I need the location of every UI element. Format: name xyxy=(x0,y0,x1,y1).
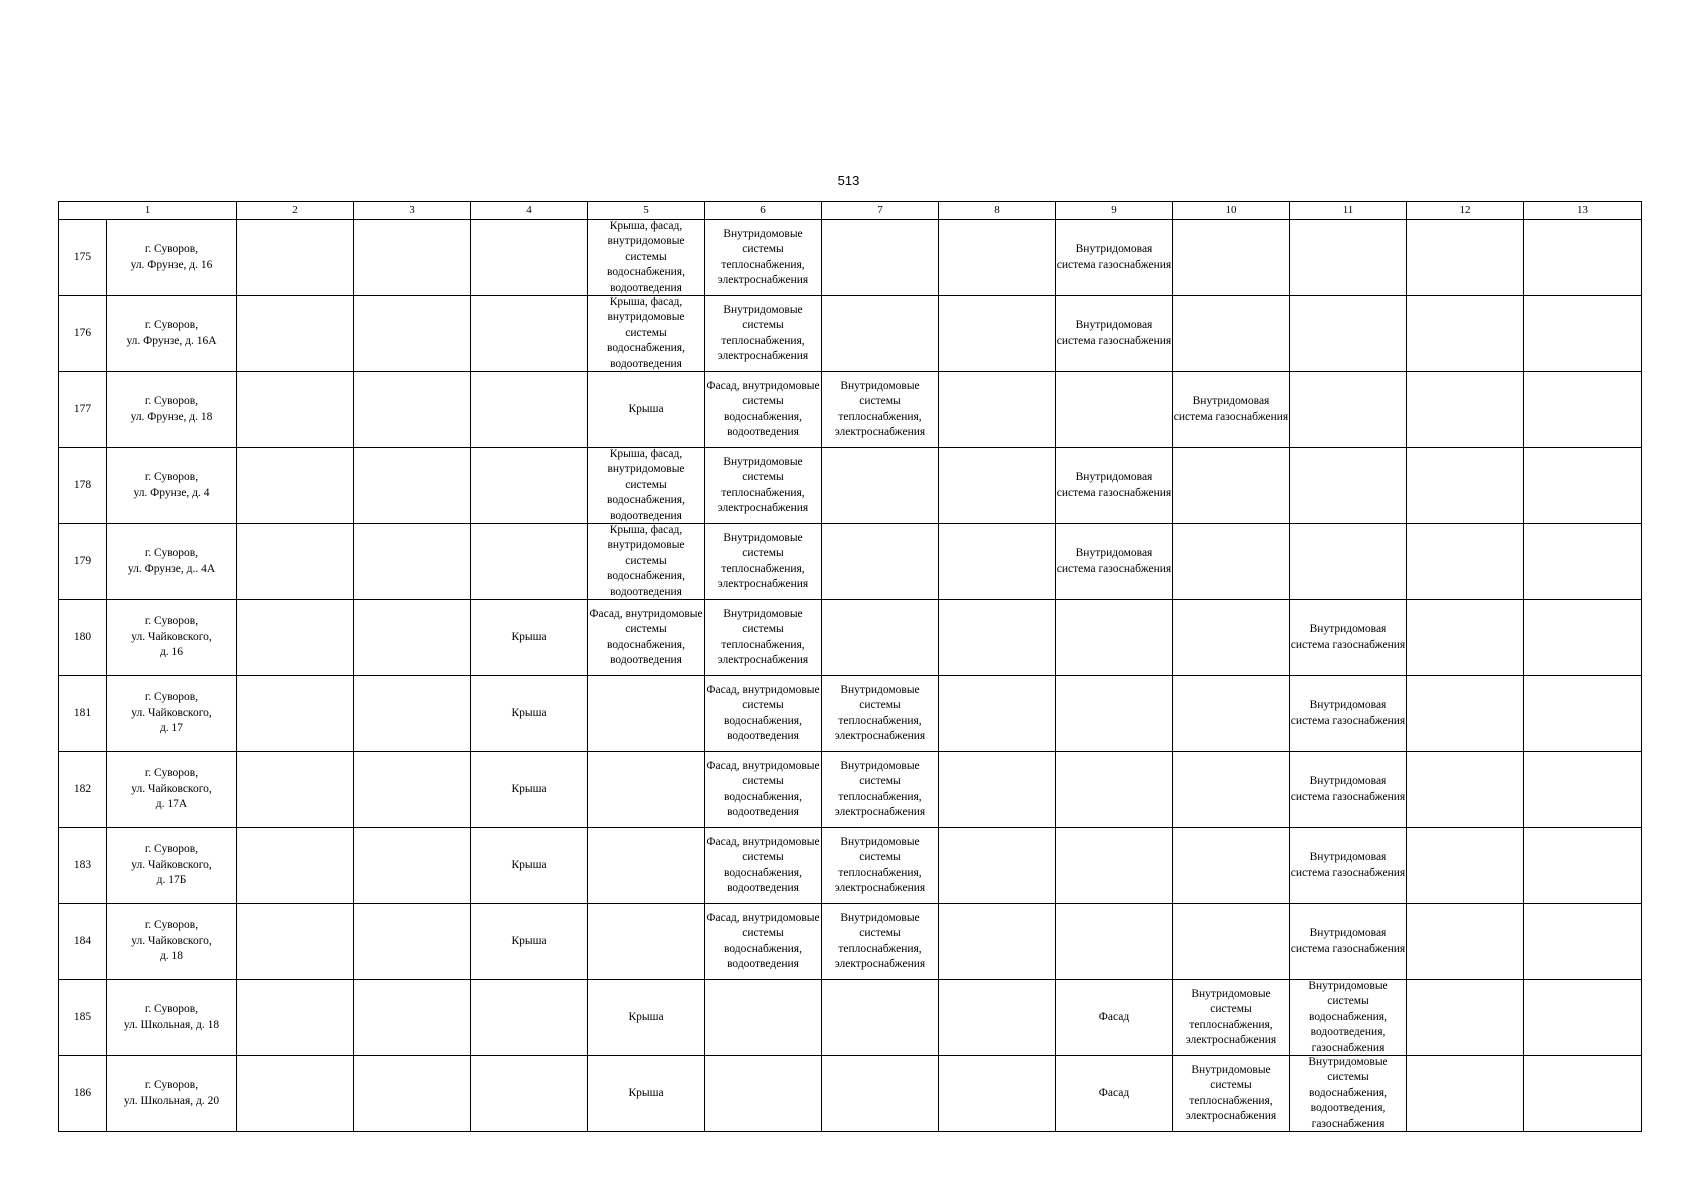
row-number-text: 175 xyxy=(73,250,92,263)
address-cell xyxy=(107,828,237,904)
col-5-text: Крыша, фасад, внутридомовые системы водоснабжения, водоотведения xyxy=(607,448,685,522)
col-5-text: Крыша, фасад, внутридомовые системы водоснабжения, водоотведения xyxy=(607,220,685,294)
col-12-cell xyxy=(1407,904,1524,980)
col-5-cell xyxy=(588,904,705,980)
col-4-cell xyxy=(471,752,588,828)
col-9-cell xyxy=(1056,676,1173,752)
col-6-cell xyxy=(705,220,822,296)
row-number-text: 186 xyxy=(73,1086,92,1099)
col-11-cell xyxy=(1290,676,1407,752)
header-col-6: 6 xyxy=(705,202,822,220)
col-13-cell xyxy=(1524,600,1642,676)
address-text: г. Суворов, ул. Фрунзе, д.. 4А xyxy=(127,547,216,575)
row-number-text: 178 xyxy=(73,478,92,491)
address-text: г. Суворов, ул. Фрунзе, д. 16 xyxy=(130,243,213,271)
col-11-cell xyxy=(1290,904,1407,980)
col-7-text: Внутридомовые системы теплоснабжения, электроснабжения xyxy=(834,759,926,818)
row-number-text: 179 xyxy=(73,554,92,567)
col-7-cell xyxy=(822,220,939,296)
col-8-cell xyxy=(939,904,1056,980)
col-2-cell xyxy=(237,372,354,448)
col-2-cell xyxy=(237,904,354,980)
address-cell xyxy=(107,676,237,752)
col-6-text: Фасад, внутридомовые системы водоснабжения, водоотведения xyxy=(706,911,820,970)
table-row xyxy=(59,448,1642,524)
col-11-cell xyxy=(1290,600,1407,676)
col-6-cell xyxy=(705,524,822,600)
table-row xyxy=(59,600,1642,676)
address-cell xyxy=(107,904,237,980)
col-7-cell xyxy=(822,980,939,1056)
col-11-text: Внутридомовые системы водоснабжения, водоотведения, газоснабжения xyxy=(1308,980,1388,1054)
col-7-cell xyxy=(822,600,939,676)
col-8-cell xyxy=(939,220,1056,296)
header-col-4: 4 xyxy=(471,202,588,220)
col-6-text: Внутридомовые системы теплоснабжения, электроснабжения xyxy=(717,607,809,666)
header-col-5: 5 xyxy=(588,202,705,220)
col-4-cell xyxy=(471,828,588,904)
col-7-text: Внутридомовые системы теплоснабжения, электроснабжения xyxy=(834,683,926,742)
table-row xyxy=(59,904,1642,980)
table-body xyxy=(59,220,1642,1132)
col-10-cell xyxy=(1173,828,1290,904)
row-number-cell xyxy=(59,448,107,524)
col-10-text: Внутридомовая система газоснабжения xyxy=(1173,395,1289,423)
col-3-cell xyxy=(354,828,471,904)
address-text: г. Суворов, ул. Чайковского, д. 17 xyxy=(131,691,212,735)
col-6-cell xyxy=(705,296,822,372)
row-number-cell xyxy=(59,220,107,296)
col-11-cell xyxy=(1290,296,1407,372)
col-2-cell xyxy=(237,980,354,1056)
col-8-cell xyxy=(939,524,1056,600)
col-8-cell xyxy=(939,600,1056,676)
row-number-cell xyxy=(59,752,107,828)
col-6-cell xyxy=(705,828,822,904)
col-11-text: Внутридомовые системы водоснабжения, водоотведения, газоснабжения xyxy=(1308,1056,1388,1130)
col-5-cell xyxy=(588,828,705,904)
col-2-cell xyxy=(237,828,354,904)
col-11-cell xyxy=(1290,220,1407,296)
page-number: 513 xyxy=(837,173,860,188)
col-13-cell xyxy=(1524,296,1642,372)
address-cell xyxy=(107,448,237,524)
col-9-text: Внутридомовая система газоснабжения xyxy=(1056,319,1172,347)
col-11-cell xyxy=(1290,524,1407,600)
col-9-text: Внутридомовая система газоснабжения xyxy=(1056,471,1172,499)
header-row xyxy=(59,202,1642,220)
col-9-cell xyxy=(1056,600,1173,676)
col-9-cell xyxy=(1056,220,1173,296)
col-6-text: Фасад, внутридомовые системы водоснабжения, водоотведения xyxy=(706,759,820,818)
col-6-cell xyxy=(705,676,822,752)
col-9-text: Внутридомовая система газоснабжения xyxy=(1056,243,1172,271)
col-6-text: Внутридомовые системы теплоснабжения, электроснабжения xyxy=(717,531,809,590)
row-number-text: 185 xyxy=(73,1010,92,1023)
table-row xyxy=(59,296,1642,372)
col-7-cell xyxy=(822,296,939,372)
col-9-cell xyxy=(1056,448,1173,524)
col-9-cell xyxy=(1056,828,1173,904)
col-2-cell xyxy=(237,752,354,828)
table-row xyxy=(59,828,1642,904)
col-4-text: Крыша xyxy=(511,706,547,719)
col-11-cell xyxy=(1290,980,1407,1056)
col-12-cell xyxy=(1407,600,1524,676)
col-11-text: Внутридомовая система газоснабжения xyxy=(1290,851,1406,879)
col-13-cell xyxy=(1524,1056,1642,1132)
col-9-cell xyxy=(1056,1056,1173,1132)
address-text: г. Суворов, ул. Чайковского, д. 18 xyxy=(131,919,212,963)
col-6-cell xyxy=(705,1056,822,1132)
col-5-cell xyxy=(588,752,705,828)
col-8-cell xyxy=(939,296,1056,372)
col-8-cell xyxy=(939,752,1056,828)
row-number-cell xyxy=(59,524,107,600)
header-col-9: 9 xyxy=(1056,202,1173,220)
col-7-cell xyxy=(822,676,939,752)
col-5-cell xyxy=(588,372,705,448)
col-6-cell xyxy=(705,448,822,524)
row-number-text: 181 xyxy=(73,706,92,719)
table-row xyxy=(59,1056,1642,1132)
col-3-cell xyxy=(354,676,471,752)
col-11-text: Внутридомовая система газоснабжения xyxy=(1290,623,1406,651)
col-6-cell xyxy=(705,600,822,676)
col-3-cell xyxy=(354,980,471,1056)
col-9-cell xyxy=(1056,752,1173,828)
col-2-cell xyxy=(237,1056,354,1132)
col-9-cell xyxy=(1056,904,1173,980)
col-9-cell xyxy=(1056,524,1173,600)
col-7-cell xyxy=(822,1056,939,1132)
col-5-text: Крыша, фасад, внутридомовые системы водоснабжения, водоотведения xyxy=(607,524,685,598)
row-number-cell xyxy=(59,1056,107,1132)
col-5-cell xyxy=(588,296,705,372)
col-6-text: Фасад, внутридомовые системы водоснабжения, водоотведения xyxy=(706,683,820,742)
address-text: г. Суворов, ул. Школьная, д. 18 xyxy=(123,1003,220,1031)
row-number-text: 180 xyxy=(73,630,92,643)
row-number-cell xyxy=(59,904,107,980)
col-13-cell xyxy=(1524,828,1642,904)
address-cell xyxy=(107,1056,237,1132)
col-6-cell xyxy=(705,980,822,1056)
col-13-cell xyxy=(1524,676,1642,752)
col-3-cell xyxy=(354,372,471,448)
col-7-cell xyxy=(822,524,939,600)
header-col-11: 11 xyxy=(1290,202,1407,220)
col-13-cell xyxy=(1524,980,1642,1056)
header-col-3: 3 xyxy=(354,202,471,220)
row-number-cell xyxy=(59,372,107,448)
col-4-cell xyxy=(471,524,588,600)
col-3-cell xyxy=(354,600,471,676)
col-5-cell xyxy=(588,980,705,1056)
col-5-cell xyxy=(588,676,705,752)
works-schedule-table xyxy=(58,201,1642,1132)
col-7-text: Внутридомовые системы теплоснабжения, электроснабжения xyxy=(834,911,926,970)
col-8-cell xyxy=(939,1056,1056,1132)
col-2-cell xyxy=(237,448,354,524)
header-col-2: 2 xyxy=(237,202,354,220)
address-text: г. Суворов, ул. Фрунзе, д. 16А xyxy=(126,319,217,347)
col-6-cell xyxy=(705,752,822,828)
col-5-cell xyxy=(588,448,705,524)
row-number-cell xyxy=(59,600,107,676)
col-4-cell xyxy=(471,1056,588,1132)
col-12-cell xyxy=(1407,296,1524,372)
col-12-cell xyxy=(1407,676,1524,752)
header-col-10: 10 xyxy=(1173,202,1290,220)
col-12-cell xyxy=(1407,752,1524,828)
col-7-text: Внутридомовые системы теплоснабжения, электроснабжения xyxy=(834,835,926,894)
col-4-cell xyxy=(471,904,588,980)
col-12-cell xyxy=(1407,1056,1524,1132)
col-11-cell xyxy=(1290,1056,1407,1132)
col-2-cell xyxy=(237,296,354,372)
address-text: г. Суворов, ул. Чайковского, д. 17А xyxy=(131,767,212,811)
col-7-text: Внутридомовые системы теплоснабжения, электроснабжения xyxy=(834,379,926,438)
col-6-text: Фасад, внутридомовые системы водоснабжения, водоотведения xyxy=(706,835,820,894)
col-13-cell xyxy=(1524,220,1642,296)
col-3-cell xyxy=(354,220,471,296)
col-12-cell xyxy=(1407,828,1524,904)
col-11-text: Внутридомовая система газоснабжения xyxy=(1290,699,1406,727)
col-3-cell xyxy=(354,448,471,524)
col-6-cell xyxy=(705,372,822,448)
col-13-cell xyxy=(1524,752,1642,828)
address-cell xyxy=(107,980,237,1056)
address-cell xyxy=(107,600,237,676)
col-2-cell xyxy=(237,524,354,600)
col-5-text: Крыша xyxy=(628,1010,664,1023)
col-7-cell xyxy=(822,372,939,448)
row-number-text: 183 xyxy=(73,858,92,871)
col-4-text: Крыша xyxy=(511,934,547,947)
address-cell xyxy=(107,524,237,600)
header-col-8: 8 xyxy=(939,202,1056,220)
col-10-cell xyxy=(1173,980,1290,1056)
col-12-cell xyxy=(1407,980,1524,1056)
col-7-cell xyxy=(822,828,939,904)
col-12-cell xyxy=(1407,372,1524,448)
row-number-cell xyxy=(59,676,107,752)
col-8-cell xyxy=(939,372,1056,448)
col-4-cell xyxy=(471,600,588,676)
col-3-cell xyxy=(354,524,471,600)
col-5-text: Крыша xyxy=(628,402,664,415)
col-9-text: Фасад xyxy=(1098,1010,1130,1023)
address-cell xyxy=(107,220,237,296)
col-7-cell xyxy=(822,448,939,524)
col-4-text: Крыша xyxy=(511,858,547,871)
col-3-cell xyxy=(354,752,471,828)
col-10-cell xyxy=(1173,220,1290,296)
table-header xyxy=(59,202,1642,220)
col-6-text: Фасад, внутридомовые системы водоснабжения, водоотведения xyxy=(706,379,820,438)
col-8-cell xyxy=(939,980,1056,1056)
col-9-text: Внутридомовая система газоснабжения xyxy=(1056,547,1172,575)
col-13-cell xyxy=(1524,904,1642,980)
col-6-cell xyxy=(705,904,822,980)
row-number-text: 176 xyxy=(73,326,92,339)
address-text: г. Суворов, ул. Фрунзе, д. 4 xyxy=(133,471,210,499)
col-11-text: Внутридомовая система газоснабжения xyxy=(1290,927,1406,955)
header-col-12: 12 xyxy=(1407,202,1524,220)
col-9-cell xyxy=(1056,372,1173,448)
col-5-text: Крыша, фасад, внутридомовые системы водоснабжения, водоотведения xyxy=(607,296,685,370)
table-row xyxy=(59,980,1642,1056)
col-10-text: Внутридомовые системы теплоснабжения, электроснабжения xyxy=(1185,987,1277,1046)
row-number-text: 182 xyxy=(73,782,92,795)
address-text: г. Суворов, ул. Школьная, д. 20 xyxy=(123,1079,220,1107)
col-4-cell xyxy=(471,448,588,524)
col-10-cell xyxy=(1173,372,1290,448)
col-6-text: Внутридомовые системы теплоснабжения, электроснабжения xyxy=(717,227,809,286)
table-row xyxy=(59,524,1642,600)
col-8-cell xyxy=(939,676,1056,752)
col-5-cell xyxy=(588,524,705,600)
col-8-cell xyxy=(939,828,1056,904)
col-4-cell xyxy=(471,676,588,752)
address-cell xyxy=(107,372,237,448)
col-12-cell xyxy=(1407,524,1524,600)
address-text: г. Суворов, ул. Чайковского, д. 17Б xyxy=(131,843,212,887)
col-10-cell xyxy=(1173,524,1290,600)
header-col-13: 13 xyxy=(1524,202,1642,220)
col-5-cell xyxy=(588,1056,705,1132)
table-row xyxy=(59,676,1642,752)
col-9-text: Фасад xyxy=(1098,1086,1130,1099)
col-12-cell xyxy=(1407,220,1524,296)
col-12-cell xyxy=(1407,448,1524,524)
row-number-cell xyxy=(59,828,107,904)
col-13-cell xyxy=(1524,448,1642,524)
col-11-cell xyxy=(1290,448,1407,524)
table-row xyxy=(59,752,1642,828)
row-number-cell xyxy=(59,296,107,372)
table-row xyxy=(59,220,1642,296)
col-9-cell xyxy=(1056,296,1173,372)
col-5-text: Крыша xyxy=(628,1086,664,1099)
col-4-cell xyxy=(471,372,588,448)
col-13-cell xyxy=(1524,372,1642,448)
row-number-text: 184 xyxy=(73,934,92,947)
col-10-cell xyxy=(1173,904,1290,980)
col-2-cell xyxy=(237,600,354,676)
col-11-cell xyxy=(1290,372,1407,448)
col-6-text: Внутридомовые системы теплоснабжения, электроснабжения xyxy=(717,303,809,362)
col-7-cell xyxy=(822,904,939,980)
col-10-cell xyxy=(1173,296,1290,372)
col-10-cell xyxy=(1173,752,1290,828)
col-10-cell xyxy=(1173,448,1290,524)
col-5-text: Фасад, внутридомовые системы водоснабжения, водоотведения xyxy=(589,607,703,666)
col-5-cell xyxy=(588,220,705,296)
col-11-text: Внутридомовая система газоснабжения xyxy=(1290,775,1406,803)
col-10-cell xyxy=(1173,676,1290,752)
address-cell xyxy=(107,752,237,828)
col-4-text: Крыша xyxy=(511,782,547,795)
header-col-1: 1 xyxy=(59,202,237,220)
col-4-text: Крыша xyxy=(511,630,547,643)
row-number-text: 177 xyxy=(73,402,92,415)
col-2-cell xyxy=(237,220,354,296)
table-row xyxy=(59,372,1642,448)
col-10-cell xyxy=(1173,1056,1290,1132)
address-text: г. Суворов, ул. Чайковского, д. 16 xyxy=(131,615,212,659)
col-4-cell xyxy=(471,296,588,372)
col-7-cell xyxy=(822,752,939,828)
row-number-cell xyxy=(59,980,107,1056)
col-10-text: Внутридомовые системы теплоснабжения, электроснабжения xyxy=(1185,1063,1277,1122)
address-cell xyxy=(107,296,237,372)
col-4-cell xyxy=(471,980,588,1056)
col-5-cell xyxy=(588,600,705,676)
col-11-cell xyxy=(1290,828,1407,904)
header-col-7: 7 xyxy=(822,202,939,220)
col-3-cell xyxy=(354,904,471,980)
col-4-cell xyxy=(471,220,588,296)
col-6-text: Внутридомовые системы теплоснабжения, электроснабжения xyxy=(717,455,809,514)
col-3-cell xyxy=(354,296,471,372)
address-text: г. Суворов, ул. Фрунзе, д. 18 xyxy=(130,395,213,423)
col-13-cell xyxy=(1524,524,1642,600)
col-3-cell xyxy=(354,1056,471,1132)
col-10-cell xyxy=(1173,600,1290,676)
col-9-cell xyxy=(1056,980,1173,1056)
col-2-cell xyxy=(237,676,354,752)
col-8-cell xyxy=(939,448,1056,524)
col-11-cell xyxy=(1290,752,1407,828)
